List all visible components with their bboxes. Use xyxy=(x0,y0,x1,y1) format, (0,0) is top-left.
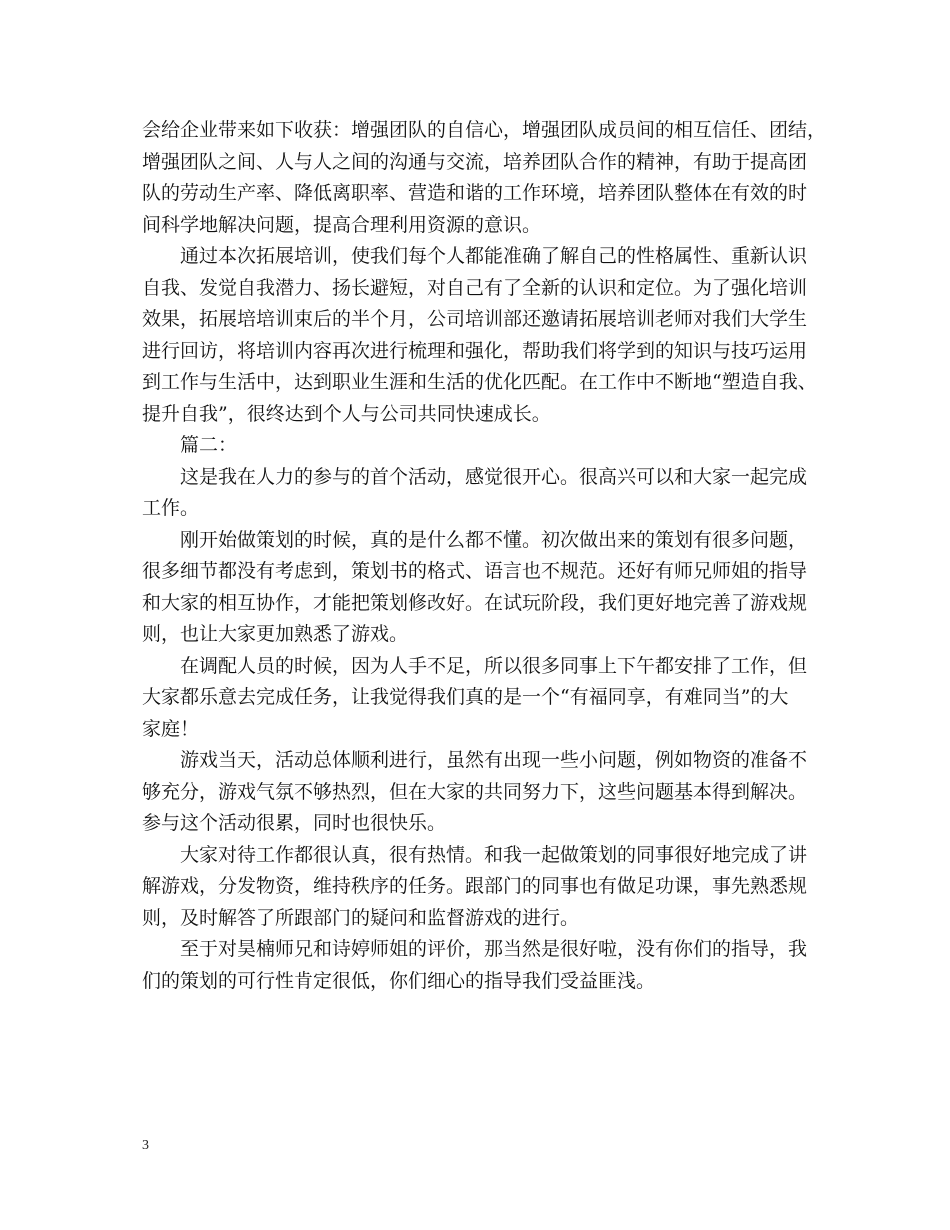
text-line: 间科学地解决问题，提高合理利用资源的意识。 xyxy=(142,213,542,236)
text-line: 则，及时解答了所跟部门的疑问和监督游戏的进行。 xyxy=(142,906,580,929)
text-line: 通过本次拓展培训，使我们每个人都能准确了解自己的性格属性、重新认识 xyxy=(180,245,808,267)
text-line: 们的策划的可行性肯定很低，你们细心的指导我们受益匪浅。 xyxy=(142,969,656,992)
page-number: 3 xyxy=(142,1138,149,1153)
text-line: 解游戏，分发物资，维持秩序的任务。跟部门的同事也有做足功课，事先熟悉规 xyxy=(142,875,808,897)
text-line: 则，也让大家更加熟悉了游戏。 xyxy=(142,623,409,645)
text-line: 家庭！ xyxy=(142,717,200,740)
text-line: 参与这个活动很累，同时也很快乐。 xyxy=(142,812,447,834)
text-line: 增强团队之间、人与人之间的沟通与交流，培养团队合作的精神，有助于提高团 xyxy=(142,150,808,173)
text-line: 很多细节都没有考虑到，策划书的格式、语言也不规范。还好有师兄师姐的指导 xyxy=(142,560,808,582)
text-line: 工作。 xyxy=(142,497,200,519)
text-line: 这是我在人力的参与的首个活动，感觉很开心。很高兴可以和大家一起完成 xyxy=(180,465,808,488)
text-line: 刚开始做策划的时候，真的是什么都不懂。初次做出来的策划有很多问题， xyxy=(180,528,808,551)
text-line: 会给企业带来如下收获：增强团队的自信心，增强团队成员间的相互信任、团结， xyxy=(142,119,827,141)
text-line: 进行回访，将培训内容再次进行梳理和强化，帮助我们将学到的知识与技巧运用 xyxy=(142,339,808,362)
text-line: 大家对待工作都很认真，很有热情。和我一起做策划的同事很好地完成了讲 xyxy=(180,843,808,866)
text-line: 游戏当天，活动总体顺利进行，虽然有出现一些小问题，例如物资的准备不 xyxy=(180,749,808,771)
text-line: 到工作与生活中，达到职业生涯和生活的优化匹配。在工作中不断地“塑造自我、 xyxy=(142,371,817,393)
text-line: 至于对昊楠师兄和诗婷师姐的评价，那当然是很好啦，没有你们的指导，我 xyxy=(180,938,808,960)
text-line: 在调配人员的时候，因为人手不足，所以很多同事上下午都安排了工作，但 xyxy=(180,654,808,677)
text-line: 自我、发觉自我潜力、扬长避短，对自己有了全新的认识和定位。为了强化培训 xyxy=(142,276,808,299)
text-line: 队的劳动生产率、降低离职率、营造和谐的工作环境，培养团队整体在有效的时 xyxy=(142,182,808,204)
text-line: 效果，拓展培培训束后的半个月，公司培训部还邀请拓展培训老师对我们大学生 xyxy=(142,308,808,330)
document-body xyxy=(142,115,832,997)
text-line: 提升自我”，很终达到个人与公司共同快速成长。 xyxy=(142,402,551,425)
text-line: 够充分，游戏气氛不够热烈，但在大家的共同努力下，这些问题基本得到解决。 xyxy=(142,780,808,803)
text-line: 大家都乐意去完成任务，让我觉得我们真的是一个“有福同享，有难同当”的大 xyxy=(142,686,789,708)
section-heading: 篇二： xyxy=(180,434,238,456)
text-line: 和大家的相互协作，才能把策划修改好。在试玩阶段，我们更好地完善了游戏规 xyxy=(142,591,808,614)
